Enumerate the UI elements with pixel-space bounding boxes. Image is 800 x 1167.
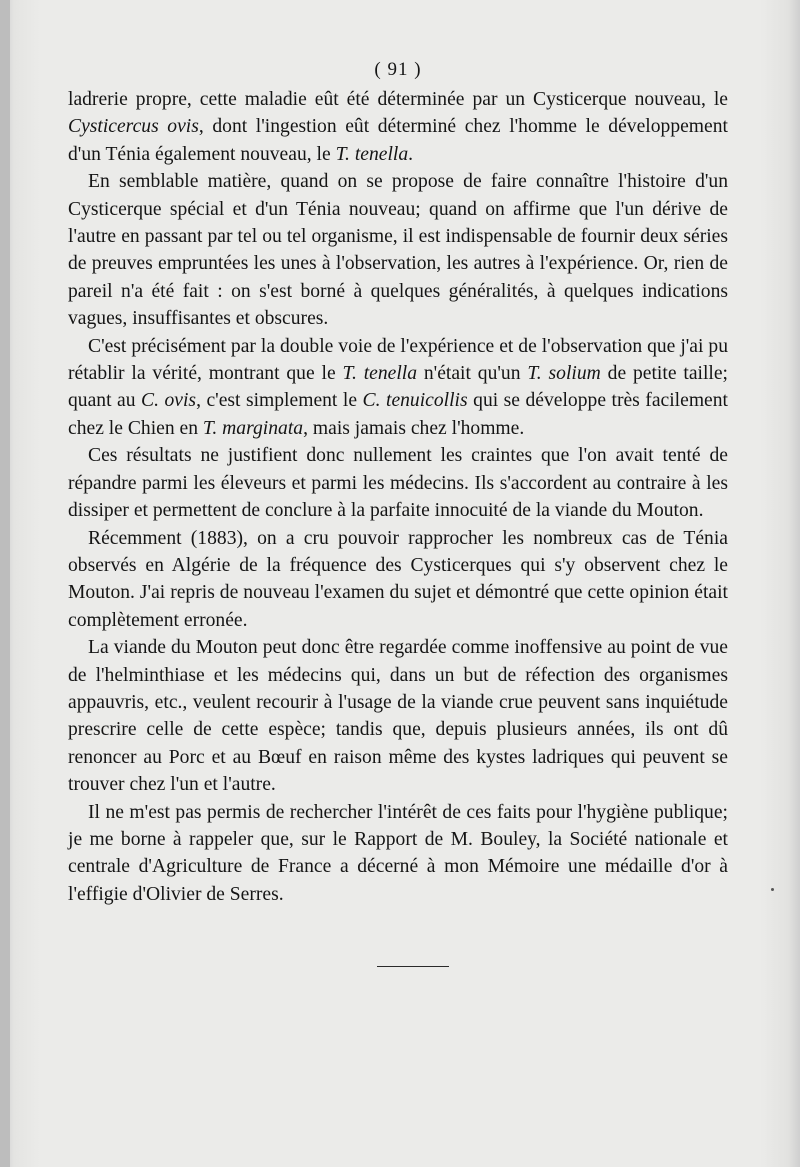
- text-run: C'est précisément par la double voie de l'expérience et de l'observation que j'ai pu rétablir la vérité, montrant que le: [68, 335, 728, 385]
- italic-run: T. solium: [527, 363, 601, 385]
- text-run: .: [408, 143, 414, 165]
- text-run: La viande du Mouton peut donc être regardée comme inoffensive au point de vue de l'helminthiase et les médecins qui, dans un but de réfection des organismes appauvris, etc., veulent recourir à l'usage de la viande crue peuvent sans inquiétude prescrire celle de cette espèce; tandis que, depuis plusieurs années, ils ont dû renoncer au Porc et au Bœuf en raison même des kystes ladriques qui peuvent se trouver chez l'un et l'autre.: [68, 637, 728, 796]
- italic-run: Cysticercus ovis: [68, 116, 199, 138]
- paragraph-3: [68, 333, 728, 443]
- italic-run: T. tenella: [335, 143, 409, 165]
- text-run: Il ne m'est pas permis de rechercher l'intérêt de ces faits pour l'hygiène publique; je me borne à rappeler que, sur le Rapport de M. Bouley, la Société nationale et centrale d'Agriculture de France a décerné à mon Mémoire une médaille d'or à l'effigie d'Olivier de Serres.: [68, 801, 728, 905]
- text-run: , c'est simplement le: [196, 390, 363, 412]
- text-run: Ces résultats ne justifient donc nullement les craintes que l'on avait tenté de répandre parmi les éleveurs et parmi les médecins. Ils s'accordent au contraire à les dissiper et permettent de conclure à la parfaite innocuité de la viande du Mouton.: [68, 445, 728, 522]
- paragraph-1: [68, 86, 728, 168]
- paragraph-6: [68, 634, 728, 798]
- text-run: qui se développe très facilement chez le Chien en: [68, 390, 728, 439]
- text-run: En semblable matière, quand on se propose de faire connaître l'histoire d'un Cysticerque spécial et d'un Ténia nouveau; quand on affirme que l'un dérive de l'autre en passant par tel ou tel organisme, il est indispensable de fournir deux séries de preuves empruntées les unes à l'observation, les autres à l'expérience. Or, rien de pareil n'a été fait : on s'est borné à quelques généralités, à quelques indications vagues, insuffisantes et obscures.: [68, 171, 728, 330]
- paragraph-5: [68, 525, 728, 635]
- paragraph-7: [68, 799, 728, 909]
- body-text: [68, 86, 728, 908]
- text-run: n'était qu'un: [417, 363, 528, 385]
- paragraph-4: [68, 442, 728, 524]
- italic-run: C. tenuicollis: [362, 390, 468, 412]
- scan-speck: [771, 888, 774, 891]
- italic-run: T. tenella: [342, 363, 418, 385]
- page-number: ( 91 ): [374, 59, 422, 80]
- document-page: [68, 58, 728, 908]
- italic-run: T. marginata: [202, 417, 304, 439]
- text-run: de petite taille; quant au: [68, 363, 728, 412]
- text-run: ladrerie propre, cette maladie eût été déterminée par un Cysticerque nouveau, le: [68, 89, 728, 110]
- text-run: , mais jamais chez l'homme.: [303, 417, 525, 439]
- text-run: , dont l'ingestion eût déterminé chez l'homme le développement d'un Ténia également nouveau, le: [68, 116, 728, 165]
- end-rule: [377, 966, 449, 967]
- page-edge-shadow: [0, 0, 10, 1167]
- italic-run: C. ovis: [141, 390, 197, 412]
- text-run: Récemment (1883), on a cru pouvoir rapprocher les nombreux cas de Ténia observés en Algérie de la fréquence des Cysticerques qui s'y observent chez le Mouton. J'ai repris de nouveau l'examen du sujet et démontré que cette opinion était complètement erronée.: [68, 527, 728, 631]
- paragraph-2: [68, 168, 728, 332]
